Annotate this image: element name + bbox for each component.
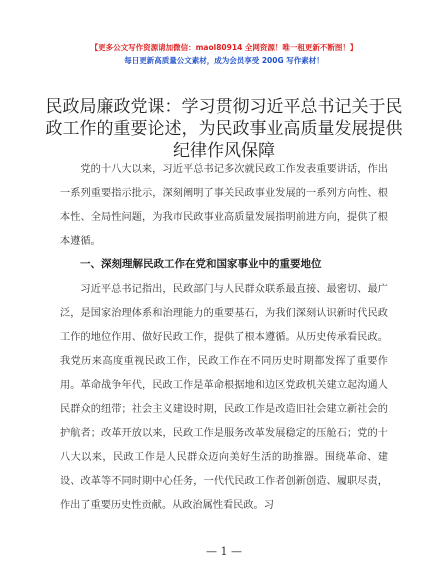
section-heading: 一、深刻理解民政工作在党和国家事业中的重要地位 [80, 258, 322, 270]
intro-paragraph: 党的十八大以来，习近平总书记多次就民政工作发表重要讲话，作出一系列重要指示批示，深刻阐明了事关民政事业发展的一系列方向性、根本性、全局性问题，为我市民政事业高质量发展指明前进方向，提供了根本遵循。 [60, 164, 388, 247]
page-number: — 1 — [206, 545, 242, 558]
section-paragraph: 习近平总书记指出，民政部门与人民群众联系最直接、最密切、最广泛，是国家治理体系和治理能力的重要基石，为我们深刻认识新时代民政工作的地位作用、做好民政工作，提供了根本遵循。从历史传承看民政。我党历来高度重视民政工作，民政工作在不同历史时期都发挥了重要作用。革命战争年代，民政工作是革命根据地和边区党政机关建立起沟通人民群众的纽带；社会主义建设时期，民政工作是改造旧社会建立新社会的护航者；改革开放以来，民政工作是服务改革发展稳定的压舱石；党的十八大以来，民政工作是人民群众迈向美好生活的助推器。围绕革命、建设、改革等不同时期中心任务，一代代民政工作者创新创造、履职尽责，作出了重要历史性贡献。从政治属性看民政。习 [60, 284, 388, 511]
promo-banner-blue: 每日更新高质量公文素材，成为会员享受 200G 写作素材！ [124, 56, 324, 65]
document-title: 民政局廉政党课：学习贯彻习近平总书记关于民政工作的重要论述，为民政事业高质量发展提供纪律作风保障 [45, 97, 403, 161]
promo-banner-red: 【更多公文写作资源请加微信：maol80914 全网资源！唯一租更新不断图！】 [90, 43, 358, 52]
